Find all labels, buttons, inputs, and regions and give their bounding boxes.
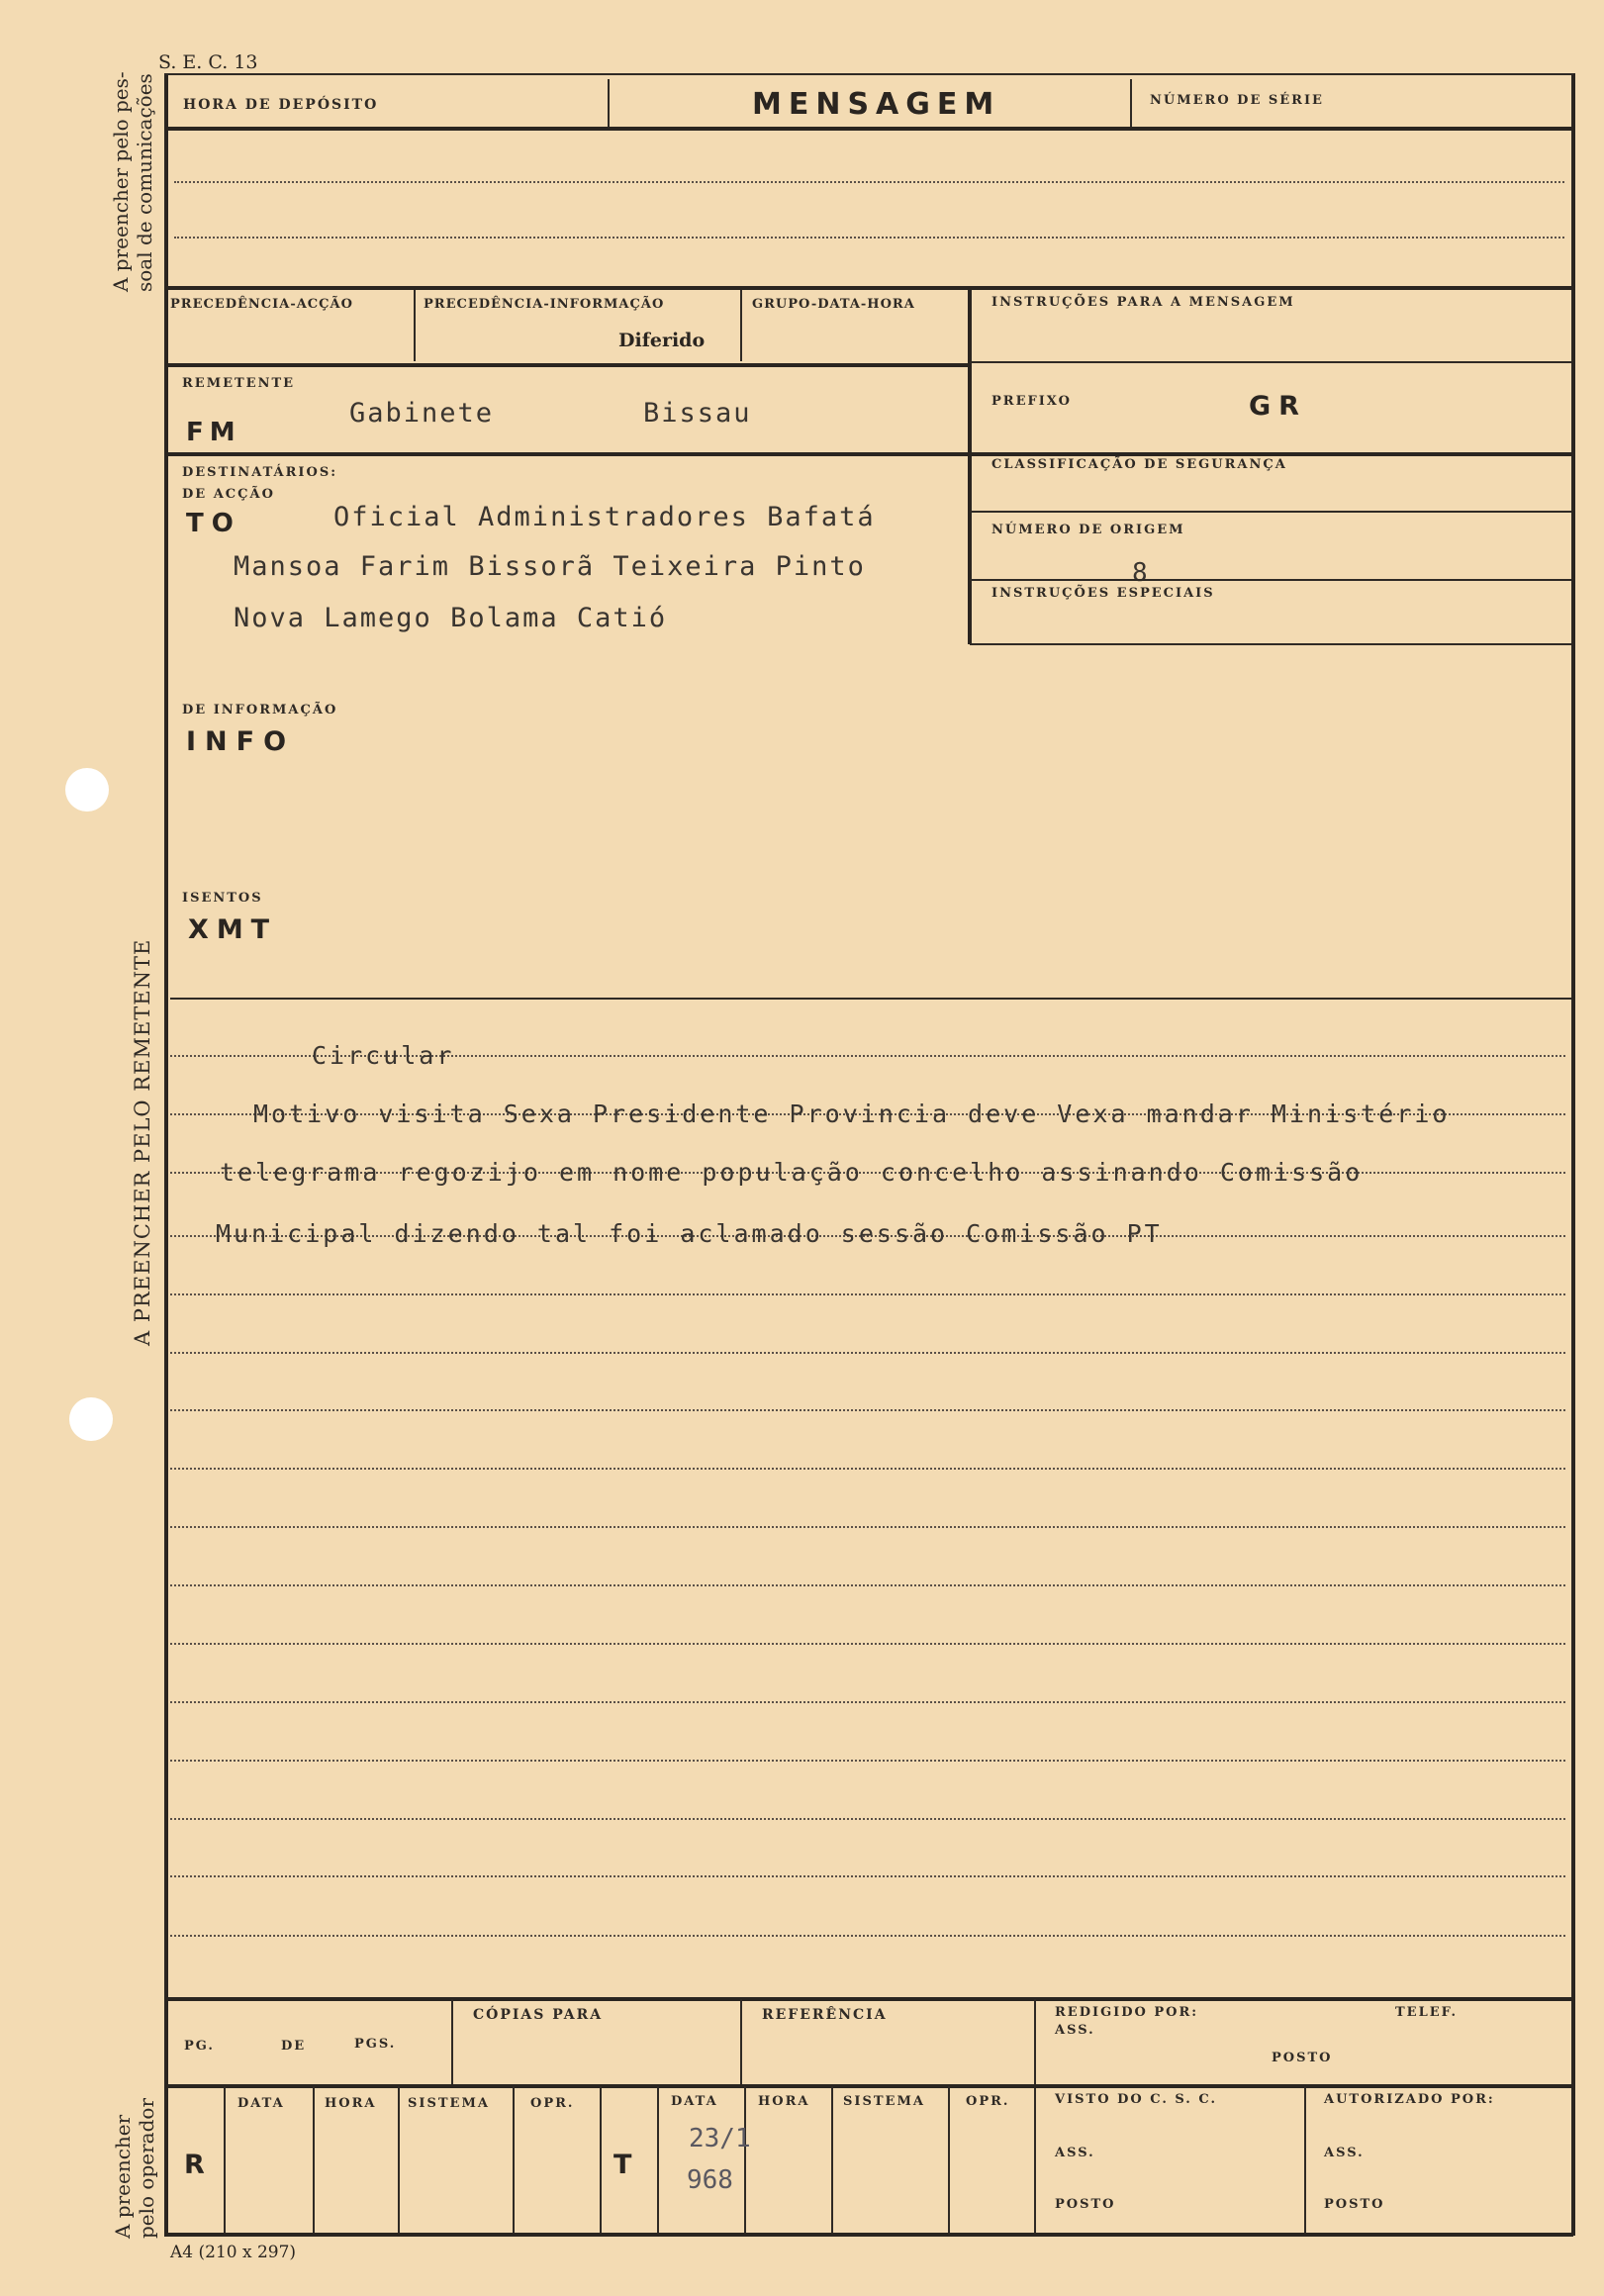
prec-div-1: [414, 290, 416, 361]
send-div-1: [744, 2086, 746, 2233]
telef-label: TELEF.: [1395, 2005, 1459, 2020]
form-code: S. E. C. 13: [158, 51, 258, 73]
recv-code: R: [184, 2150, 205, 2180]
redigido-ass-label: ASS.: [1055, 2023, 1095, 2038]
isentos-label: ISENTOS: [182, 891, 263, 906]
referencia-label: REFERÊNCIA: [762, 2007, 888, 2023]
prec-div-3: [968, 286, 972, 644]
recv-col-data: DATA: [237, 2096, 285, 2111]
copias-para-label: CÓPIAS PARA: [473, 2007, 604, 2023]
header-div-2: [1130, 79, 1132, 129]
message-top-rule: [170, 998, 1571, 1000]
recv-div-r: [224, 2086, 226, 2233]
autorizado-posto-label: POSTO: [1324, 2197, 1385, 2212]
footer-div-2: [740, 1999, 742, 2086]
comms-line-1[interactable]: [174, 181, 1564, 183]
instrucoes-bottom-rule: [970, 361, 1571, 363]
message-rule-15[interactable]: [170, 1875, 1565, 1877]
message-line-2: Motivo visita Sexa Presidente Provincia deve Vexa mandar Ministério: [253, 1100, 1451, 1128]
classificacao-label: CLASSIFICAÇÃO DE SEGURANÇA: [991, 457, 1287, 472]
remetente-bottom-rule: [164, 452, 1571, 456]
recv-col-sistema: SISTEMA: [408, 2096, 490, 2111]
redigido-por-label: REDIGIDO POR:: [1055, 2005, 1199, 2020]
recv-div-4: [600, 2086, 602, 2233]
destinatarios-accao-label: DE ACÇÃO: [182, 487, 275, 502]
punch-hole-top: [65, 768, 109, 812]
frame-right: [1571, 73, 1575, 2236]
autorizado-ass-label: ASS.: [1324, 2146, 1365, 2160]
message-rule-12[interactable]: [170, 1701, 1565, 1703]
precedence-top-rule: [164, 286, 1571, 290]
message-line-4: Municipal dizendo tal foi aclamado sessão Comissão PT: [216, 1219, 1163, 1248]
side-label-comms-2: soal de comunicações: [133, 73, 156, 292]
visto-label: VISTO DO C. S. C.: [1055, 2092, 1217, 2107]
frame-bottom: [164, 2233, 1573, 2237]
visto-ass-label: ASS.: [1055, 2146, 1095, 2160]
informacao-label: DE INFORMAÇÃO: [182, 703, 338, 718]
paper-size-label: A4 (210 x 297): [170, 2243, 297, 2262]
remetente-value-1: Gabinete: [349, 398, 495, 429]
footer-div-1: [451, 1999, 453, 2086]
prec-div-2: [740, 290, 742, 361]
hora-deposito-label: HORA DE DEPÓSITO: [183, 97, 379, 113]
message-rule-13[interactable]: [170, 1760, 1565, 1762]
comms-line-2[interactable]: [174, 237, 1564, 239]
footer-top-rule: [164, 1997, 1571, 2001]
precedencia-informacao-label: PRECEDÊNCIA-INFORMAÇÃO: [424, 297, 665, 312]
instrucoes-mensagem-label: INSTRUÇÕES PARA A MENSAGEM: [991, 295, 1295, 310]
message-rule-9[interactable]: [170, 1526, 1565, 1528]
redigido-posto-label: POSTO: [1272, 2051, 1333, 2065]
remetente-code: FM: [186, 418, 241, 447]
frame-top: [164, 73, 1573, 75]
send-col-hora: HORA: [758, 2094, 810, 2109]
classificacao-bottom-rule: [970, 511, 1571, 513]
numero-origem-label: NÚMERO DE ORIGEM: [991, 523, 1185, 537]
send-code: T: [613, 2150, 632, 2180]
destinatarios-label: DESTINATÁRIOS:: [182, 465, 338, 480]
destinatario-line-1: Oficial Administradores Bafatá: [333, 502, 876, 532]
header-bottom-rule: [164, 127, 1571, 131]
especiais-bottom-rule: [970, 643, 1571, 645]
send-div-3: [948, 2086, 950, 2233]
origem-bottom-rule: [970, 579, 1571, 581]
numero-origem-value: 8: [1132, 558, 1150, 588]
grupo-data-hora-label: GRUPO-DATA-HORA: [752, 297, 915, 312]
side-label-comms-1: A preencher pelo pes-: [109, 71, 133, 292]
destinatario-line-2: Mansoa Farim Bissorã Teixeira Pinto: [234, 551, 866, 582]
recv-div-3: [513, 2086, 515, 2233]
autorizado-label: AUTORIZADO POR:: [1324, 2092, 1495, 2107]
destinatarios-code: TO: [186, 509, 241, 538]
message-rule-16[interactable]: [170, 1935, 1565, 1937]
message-rule-6[interactable]: [170, 1352, 1565, 1354]
recv-div-2: [398, 2086, 400, 2233]
prefixo-label: PREFIXO: [991, 394, 1072, 409]
send-col-sistema: SISTEMA: [843, 2094, 925, 2109]
side-label-sender: A PREENCHER PELO REMETENTE: [131, 938, 154, 1346]
message-title: MENSAGEM: [752, 87, 1001, 122]
send-div-t: [657, 2086, 659, 2233]
precedence-bottom-rule: [164, 363, 970, 367]
footer-div-3: [1034, 1999, 1036, 2233]
operator-top-rule: [164, 2084, 1571, 2088]
informacao-code: INFO: [186, 726, 296, 757]
remetente-label: REMETENTE: [182, 376, 296, 391]
recv-div-1: [313, 2086, 315, 2233]
destinatario-line-3: Nova Lamego Bolama Catió: [234, 603, 668, 633]
side-label-operator-1: A preencher: [111, 2114, 135, 2239]
message-rule-10[interactable]: [170, 1584, 1565, 1586]
header-div-1: [608, 79, 610, 129]
recv-col-hora: HORA: [325, 2096, 377, 2111]
message-rule-5[interactable]: [170, 1293, 1565, 1295]
visto-div: [1304, 2086, 1306, 2233]
remetente-value-2: Bissau: [643, 398, 752, 429]
send-date: 23/1: [689, 2124, 751, 2153]
recv-col-opr: OPR.: [530, 2096, 575, 2111]
message-line-3: telegrama regozijo em nome população concelho assinando Comissão: [220, 1158, 1364, 1187]
message-rule-11[interactable]: [170, 1643, 1565, 1645]
message-rule-14[interactable]: [170, 1818, 1565, 1820]
pg-label: PG.: [184, 2039, 215, 2054]
message-rule-7[interactable]: [170, 1409, 1565, 1411]
numero-serie-label: NÚMERO DE SÉRIE: [1150, 93, 1324, 108]
punch-hole-bottom: [69, 1397, 113, 1441]
de-label: DE: [281, 2039, 307, 2054]
message-rule-8[interactable]: [170, 1468, 1565, 1470]
visto-posto-label: POSTO: [1055, 2197, 1116, 2212]
frame-left: [164, 73, 168, 2236]
send-div-2: [831, 2086, 833, 2233]
send-col-opr: OPR.: [966, 2094, 1010, 2109]
send-year: 968: [687, 2165, 733, 2195]
message-line-1: Circular: [312, 1041, 455, 1070]
prefixo-value: GR: [1249, 391, 1307, 422]
isentos-code: XMT: [188, 914, 278, 945]
pgs-label: PGS.: [354, 2037, 397, 2052]
send-col-data: DATA: [671, 2094, 718, 2109]
precedencia-informacao-value: Diferido: [618, 330, 706, 351]
instrucoes-especiais-label: INSTRUÇÕES ESPECIAIS: [991, 586, 1215, 601]
side-label-operator-2: pelo operador: [135, 2097, 158, 2239]
precedencia-accao-label: PRECEDÊNCIA-ACÇÃO: [170, 297, 353, 312]
